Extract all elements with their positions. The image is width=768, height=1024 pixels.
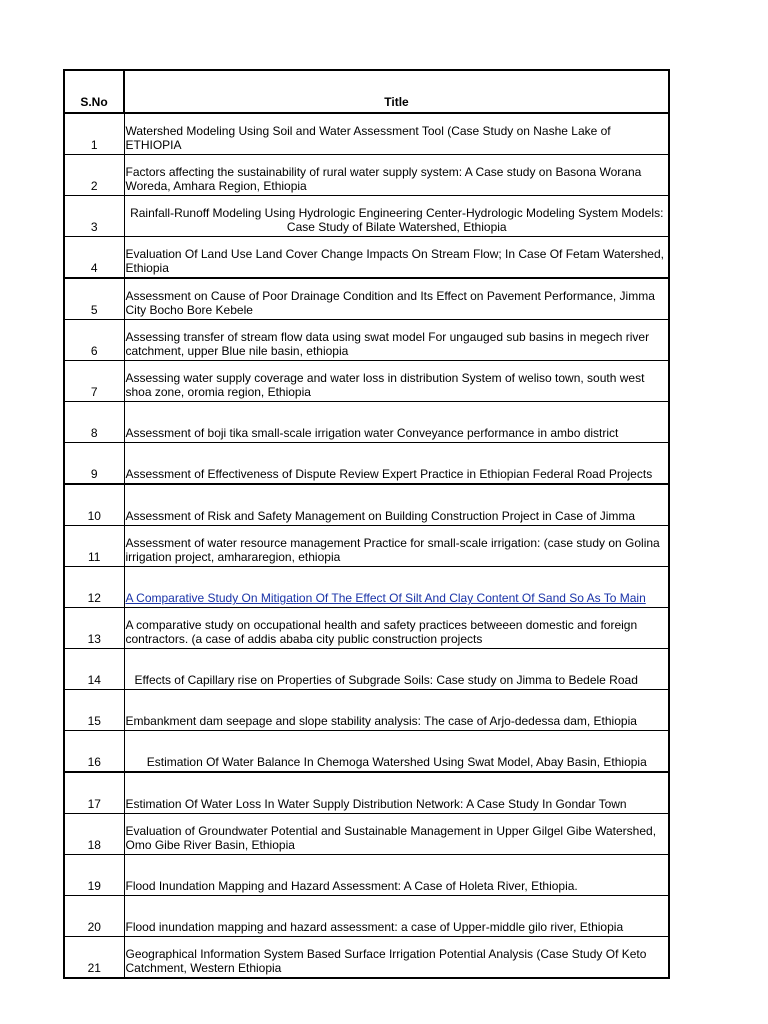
table-row [64,855,669,896]
cell-title: Rainfall-Runoff Modeling Using Hydrologic Engineering Center-Hydrologic Modeling System Models: Case Study of Bilate Watershed, Ethiopia [124,196,669,237]
cell-sno: 12 [64,567,124,608]
cell-title: Assessment of water resource management Practice for small-scale irrigation: (case study on Golina irrigation project, amhararegion, ethiopia [124,526,669,567]
cell-title: Evaluation Of Land Use Land Cover Change Impacts On Stream Flow; In Case Of Fetam Watershed, Ethiopia [124,237,669,279]
cell-sno: 17 [64,772,124,814]
cell-sno: 20 [64,896,124,937]
cell-sno: 13 [64,608,124,649]
table-row [64,690,669,731]
cell-sno: 21 [64,937,124,979]
cell-title: Assessment of Effectiveness of Dispute Review Expert Practice in Ethiopian Federal Road Projects [124,443,669,485]
cell-sno: 8 [64,402,124,443]
title-link[interactable]: A Comparative Study On Mitigation Of The Effect Of Silt And Clay Content Of Sand So As To Main [125,591,646,605]
cell-title [124,567,669,608]
cell-sno: 15 [64,690,124,731]
cell-title: Assessment of Risk and Safety Management on Building Construction Project in Case of Jimma [124,484,669,526]
cell-title: Factors affecting the sustainability of rural water supply system: A Case study on Basona Worana Woreda, Amhara Region, Ethiopia [124,155,669,196]
table-row [64,278,669,320]
table-row [64,937,669,979]
cell-sno: 7 [64,361,124,402]
cell-sno: 6 [64,320,124,361]
table-row [64,402,669,443]
table-row [64,814,669,855]
cell-sno: 11 [64,526,124,567]
table-row [64,526,669,567]
cell-title: Effects of Capillary rise on Properties of Subgrade Soils: Case study on Jimma to Bedele Road [124,649,669,690]
cell-title: Assessing water supply coverage and water loss in distribution System of weliso town, south west shoa zone, oromia region, Ethiopia [124,361,669,402]
table-row [64,237,669,279]
cell-title: Embankment dam seepage and slope stability analysis: The case of Arjo-dedessa dam, Ethiopia [124,690,669,731]
table-row [64,320,669,361]
table-row [64,443,669,485]
cell-title: Estimation Of Water Loss In Water Supply Distribution Network: A Case Study In Gondar Town [124,772,669,814]
table-row [64,196,669,237]
cell-title: Assessment of boji tika small-scale irrigation water Conveyance performance in ambo district [124,402,669,443]
thesis-titles-table [63,69,670,979]
cell-title: Flood Inundation Mapping and Hazard Assessment: A Case of Holeta River, Ethiopia. [124,855,669,896]
cell-title: A comparative study on occupational health and safety practices betweeen domestic and foreign contractors. (a case of addis ababa city public construction projects [124,608,669,649]
cell-title: Flood inundation mapping and hazard assessment: a case of Upper-middle gilo river, Ethiopia [124,896,669,937]
table-row [64,772,669,814]
cell-title: Assessment on Cause of Poor Drainage Condition and Its Effect on Pavement Performance, Jimma City Bocho Bore Kebele [124,278,669,320]
cell-sno: 2 [64,155,124,196]
cell-sno: 19 [64,855,124,896]
cell-sno: 14 [64,649,124,690]
header-row [64,70,669,113]
table-row [64,649,669,690]
cell-sno: 4 [64,237,124,279]
cell-title: Assessing transfer of stream flow data using swat model For ungauged sub basins in megech river catchment, upper Blue nile basin, ethiopia [124,320,669,361]
cell-title: Geographical Information System Based Surface Irrigation Potential Analysis (Case Study Of Keto Catchment, Western Ethiopia [124,937,669,979]
table-row [64,113,669,155]
cell-sno: 9 [64,443,124,485]
table-row [64,731,669,773]
table-row [64,608,669,649]
header-title: Title [124,70,669,113]
cell-sno: 3 [64,196,124,237]
cell-sno: 16 [64,731,124,773]
cell-title: Watershed Modeling Using Soil and Water Assessment Tool (Case Study on Nashe Lake of ETHIOPIA [124,113,669,155]
table-row [64,567,669,608]
cell-title: Evaluation of Groundwater Potential and Sustainable Management in Upper Gilgel Gibe Watershed, Omo Gibe River Basin, Ethiopia [124,814,669,855]
table-row [64,361,669,402]
cell-sno: 1 [64,113,124,155]
table-row [64,896,669,937]
cell-sno: 5 [64,278,124,320]
table-row [64,484,669,526]
cell-sno: 18 [64,814,124,855]
cell-sno: 10 [64,484,124,526]
cell-title: Estimation Of Water Balance In Chemoga Watershed Using Swat Model, Abay Basin, Ethiopia [124,731,669,773]
header-sno: S.No [64,70,124,113]
table-row [64,155,669,196]
